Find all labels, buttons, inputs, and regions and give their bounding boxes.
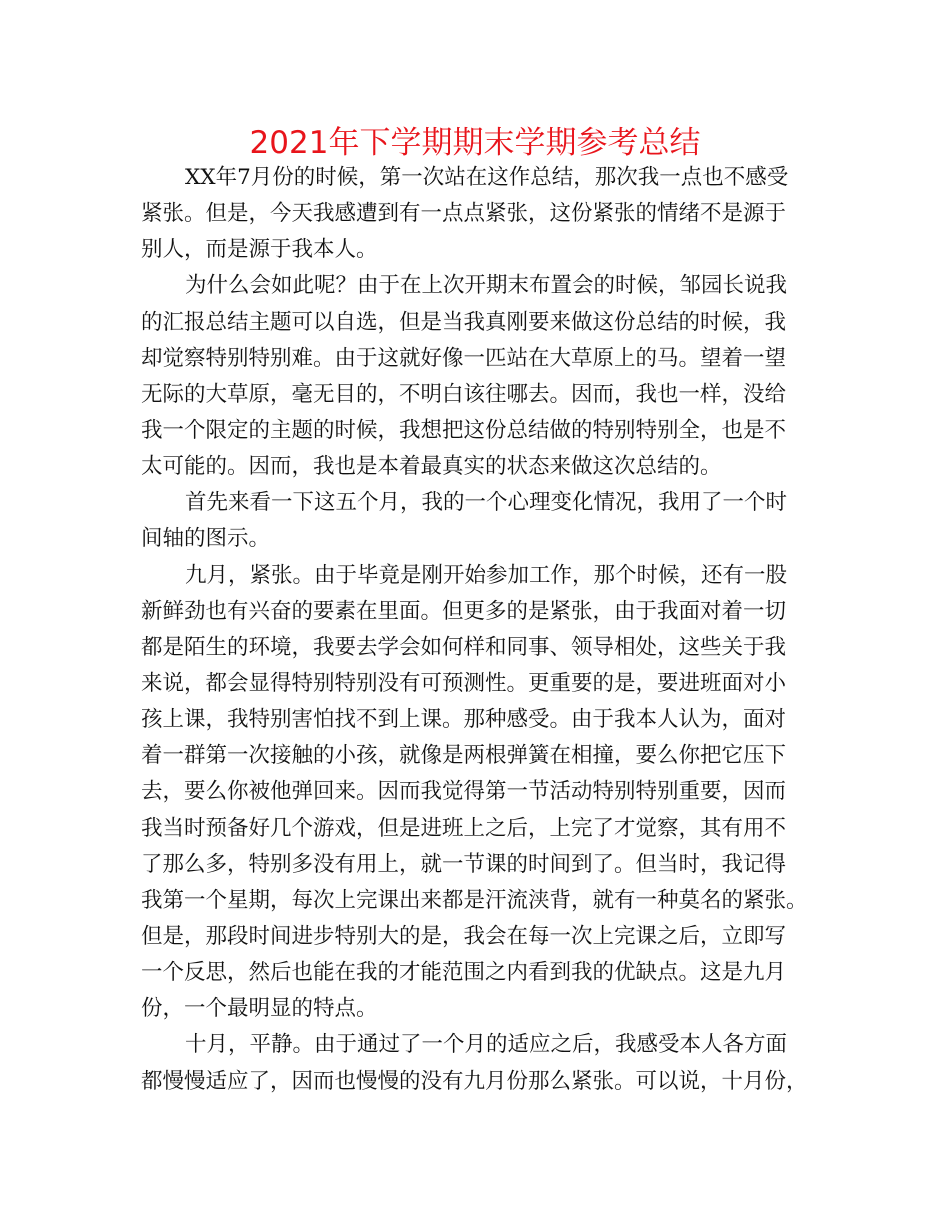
text-line: 却觉察特别特别难。由于这就好像一匹站在大草原上的马。望着一望 [141,345,787,371]
text-line: 无际的大草原，毫无目的，不明白该往哪去。因而，我也一样，没给 [141,381,787,407]
text-line: 去，要么你被他弹回来。因而我觉得第一节活动特别特别重要，因而 [141,779,787,805]
text-line: 太可能的。因而，我也是本着最真实的状态来做这次总结的。 [141,454,722,480]
text-line: 紧张。但是，今天我感遭到有一点点紧张，这份紧张的情绪不是源于 [141,201,787,227]
text-line: 都慢慢适应了，因而也慢慢的没有九月份那么紧张。可以说，十月份， [141,1068,808,1094]
text-line: 着一群第一次接触的小孩，就像是两根弹簧在相撞，要么你把它压下 [141,743,787,769]
paragraph [141,160,831,268]
text-line: 了那么多，特别多没有用上，就一节课的时间到了。但当时，我记得 [141,851,787,877]
paragraph [141,268,831,485]
text-line: 十月，平静。由于通过了一个月的适应之后，我感受本人各方面 [185,1032,788,1058]
paragraph [141,558,831,1028]
text-line: 首先来看一下这五个月，我的一个心理变化情况，我用了一个时 [185,490,788,516]
document-title: 2021年下学期期末学期参考总结 [249,125,701,161]
text-line: 间轴的图示。 [141,526,271,552]
document-body [141,160,831,1100]
paragraph [141,485,831,557]
text-line: 来说，都会显得特别特别没有可预测性。更重要的是，要进班面对小 [141,670,787,696]
text-line: 我当时预备好几个游戏，但是进班上之后，上完了才觉察，其有用不 [141,815,787,841]
text-line: 九月，紧张。由于毕竟是刚开始参加工作，那个时候，还有一股 [185,562,788,588]
text-line: 新鲜劲也有兴奋的要素在里面。但更多的是紧张，由于我面对着一切 [141,598,787,624]
text-line: 但是，那段时间进步特别大的是，我会在每一次上完课之后，立即写 [141,923,787,949]
text-line: 为什么会如此呢？由于在上次开期末布置会的时候，邹园长说我 [185,273,788,299]
text-line: 份，一个最明显的特点。 [141,996,378,1022]
paragraph [141,1027,831,1099]
text-line: 我第一个星期，每次上完课出来都是汗流浃背，就有一种莫名的紧张。 [141,887,808,913]
text-line: XX年7月份的时候，第一次站在这作总结，那次我一点也不感受 [185,165,789,190]
text-line: 别人，而是源于我本人。 [141,237,378,263]
text-line: 孩上课，我特别害怕找不到上课。那种感受。由于我本人认为，面对 [141,707,787,733]
text-line: 的汇报总结主题可以自选，但是当我真刚要来做这份总结的时候，我 [141,309,787,335]
text-line: 一个反思，然后也能在我的才能范围之内看到我的优缺点。这是九月 [141,960,787,986]
text-line: 都是陌生的环境，我要去学会如何样和同事、领导相处，这些关于我 [141,634,787,660]
text-line: 我一个限定的主题的时候，我想把这份总结做的特别特别全，也是不 [141,417,787,443]
